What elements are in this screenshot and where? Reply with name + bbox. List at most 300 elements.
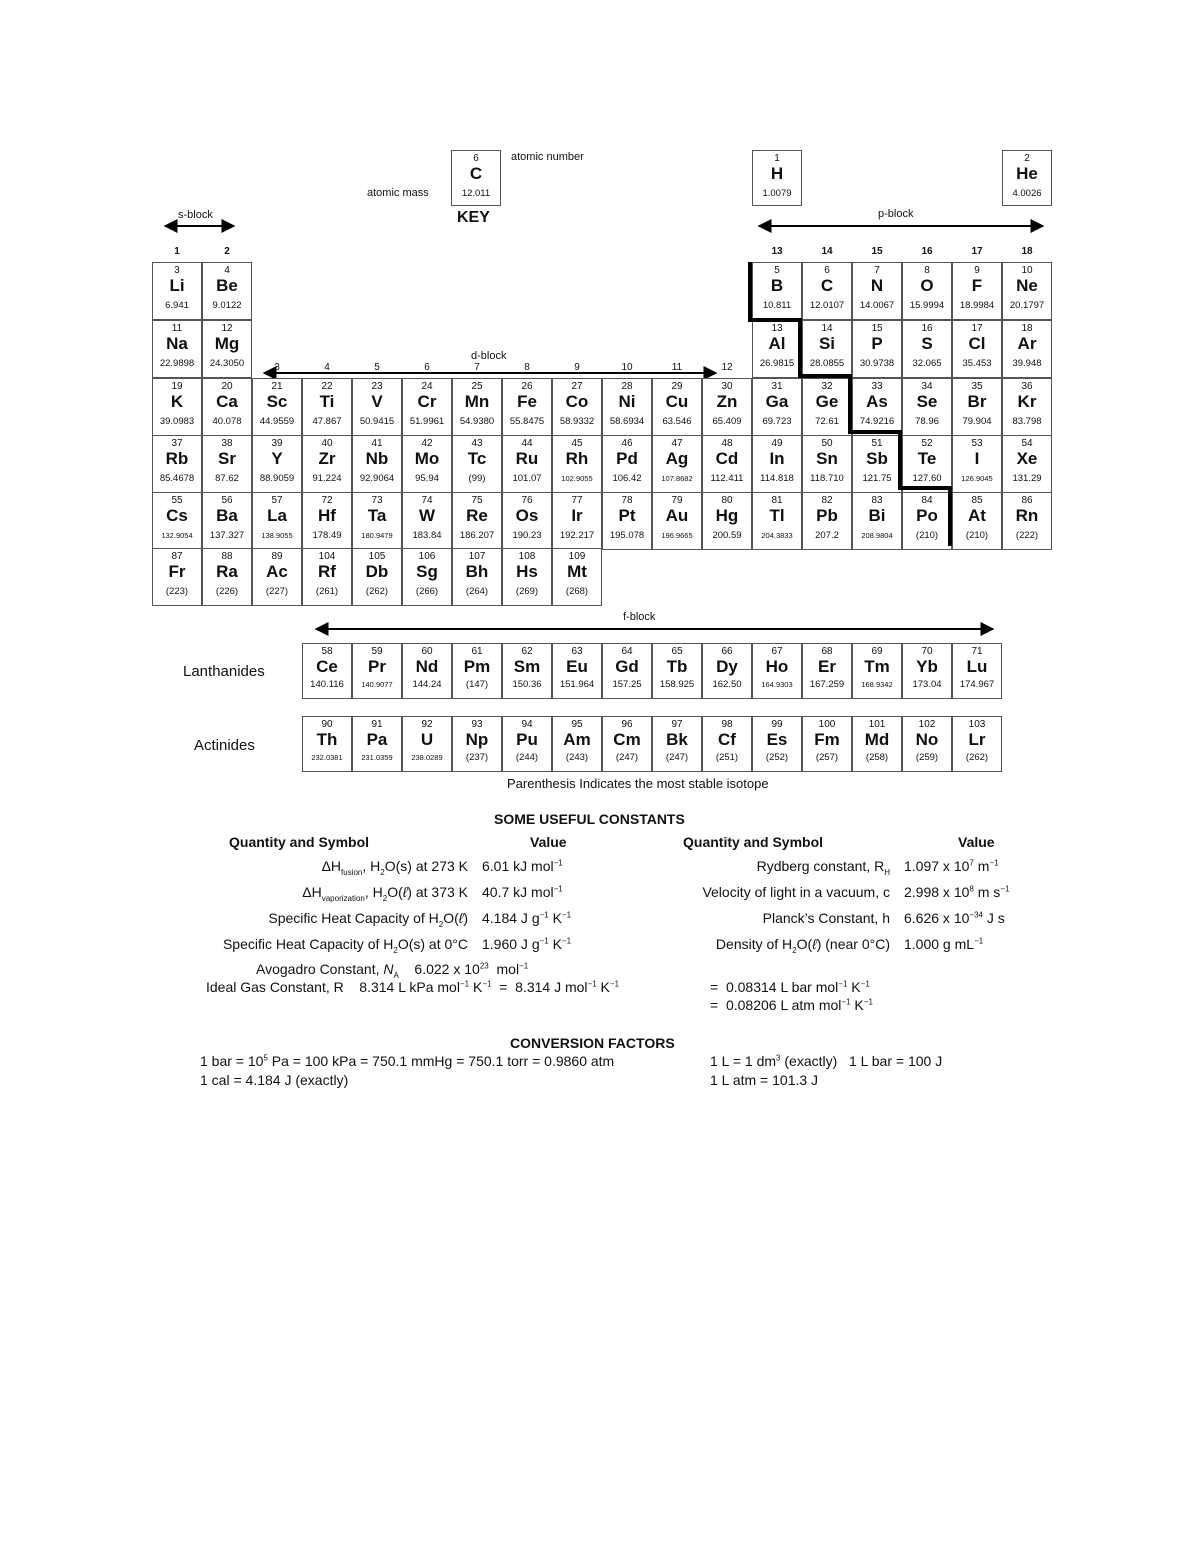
- element-atomic-mass: 1.0079: [762, 188, 792, 199]
- element-cm: [602, 716, 652, 772]
- element-atomic-number: 53: [971, 438, 983, 449]
- element-atomic-mass: 186.207: [459, 530, 495, 541]
- element-symbol: V: [371, 392, 383, 411]
- element-symbol: Mg: [214, 334, 240, 353]
- element-ag: [652, 435, 702, 493]
- element-atomic-number: 49: [771, 438, 783, 449]
- element-symbol: Nd: [415, 657, 439, 676]
- element-atomic-mass: 102.9055: [561, 474, 593, 483]
- element-atomic-number: 103: [968, 719, 986, 730]
- element-atomic-mass: (237): [465, 752, 489, 763]
- element-atomic-number: 30: [721, 381, 733, 392]
- element-symbol: Re: [466, 506, 488, 525]
- element-atomic-mass: (210): [915, 530, 939, 541]
- element-symbol: Zn: [716, 392, 738, 411]
- d-block-label: d-block: [471, 350, 507, 362]
- element-symbol: Lu: [966, 657, 988, 676]
- element-atomic-number: 69: [871, 646, 883, 657]
- element-atomic-number: 57: [271, 495, 283, 506]
- element-symbol: Tm: [864, 657, 890, 676]
- element-symbol: Pr: [368, 657, 386, 676]
- element-eu: [552, 643, 602, 699]
- element-symbol: Lr: [968, 730, 986, 749]
- element-symbol: Sc: [266, 392, 288, 411]
- element-atomic-number: 106: [418, 551, 436, 562]
- element-atomic-number: 82: [821, 495, 833, 506]
- element-atomic-mass: 231.0359: [361, 753, 393, 762]
- element-atomic-mass: (226): [215, 586, 239, 597]
- element-symbol: Np: [465, 730, 489, 749]
- element-atomic-mass: (262): [965, 752, 989, 763]
- element-i: [952, 435, 1002, 493]
- element-symbol: Mo: [414, 449, 440, 468]
- element-symbol: Gd: [615, 657, 639, 676]
- element-ce: [302, 643, 352, 699]
- element-atomic-number: 33: [871, 381, 883, 392]
- element-atomic-mass: 30.9738: [859, 358, 895, 369]
- element-symbol: W: [418, 506, 436, 525]
- element-ge: [802, 378, 852, 436]
- element-symbol: Dy: [716, 657, 738, 676]
- element-atomic-mass: 74.9216: [859, 416, 895, 427]
- element-atomic-mass: 232.0381: [311, 753, 343, 762]
- element-sg: [402, 548, 452, 606]
- element-atomic-number: 43: [471, 438, 483, 449]
- element-sc: [252, 378, 302, 436]
- element-k: [152, 378, 202, 436]
- element-atomic-number: 65: [671, 646, 683, 657]
- element-atomic-mass: 10.811: [762, 300, 792, 311]
- element-atomic-number: 17: [971, 323, 983, 334]
- element-atomic-number: 11: [171, 323, 183, 334]
- element-th: [302, 716, 352, 772]
- element-atomic-number: 87: [171, 551, 183, 562]
- element-atomic-mass: 24.3050: [209, 358, 245, 369]
- element-symbol: Sm: [513, 657, 541, 676]
- element-atomic-mass: 138.9055: [261, 531, 293, 540]
- element-atomic-mass: 183.84: [412, 530, 442, 541]
- element-symbol: Fr: [168, 562, 186, 581]
- element-atomic-mass: 40.078: [212, 416, 242, 427]
- element-atomic-number: 67: [771, 646, 783, 657]
- element-atomic-mass: (269): [515, 586, 539, 597]
- element-atomic-mass: 87.62: [215, 473, 239, 484]
- element-atomic-number: 24: [421, 381, 433, 392]
- element-at: [952, 492, 1002, 550]
- element-symbol: La: [267, 506, 287, 525]
- element-atomic-number: 1: [774, 153, 780, 164]
- element-atomic-number: 3: [174, 265, 180, 276]
- element-symbol: O: [920, 276, 934, 295]
- key-atomic-number-label: atomic number: [511, 151, 584, 163]
- element-hs: [502, 548, 552, 606]
- element-symbol: Au: [665, 506, 689, 525]
- element-symbol: Cs: [166, 506, 188, 525]
- right-value-header: Value: [958, 834, 995, 850]
- element-symbol: Cr: [417, 392, 437, 411]
- element-atomic-number: 12: [221, 323, 233, 334]
- element-symbol: Sr: [218, 449, 236, 468]
- element-np: [452, 716, 502, 772]
- element-symbol: B: [770, 276, 784, 295]
- element-symbol: Hs: [516, 562, 538, 581]
- group-number: 17: [971, 246, 983, 257]
- element-u: [402, 716, 452, 772]
- element-xe: [1002, 435, 1052, 493]
- element-atomic-mass: (247): [665, 752, 689, 763]
- element-symbol: C: [820, 276, 834, 295]
- f-block-label: f-block: [623, 611, 656, 623]
- element-ir: [552, 492, 602, 550]
- element-atomic-number: 72: [321, 495, 333, 506]
- element-dy: [702, 643, 752, 699]
- element-atomic-mass: 144.24: [412, 679, 442, 690]
- element-ga: [752, 378, 802, 436]
- element-symbol: Er: [818, 657, 836, 676]
- conversion-line-1: 1 bar = $10^5$ Pa = 100 kPa = 750.1 mmHg = 750.1 torr = 0.9860 atm: [200, 1053, 615, 1069]
- constant-quantity: Planck’s Constant, h: [762, 910, 890, 926]
- element-atomic-number: 88: [221, 551, 233, 562]
- element-symbol: Pb: [816, 506, 838, 525]
- element-symbol: Ce: [316, 657, 338, 676]
- element-hg: [702, 492, 752, 550]
- element-symbol: Pu: [516, 730, 538, 749]
- element-atomic-number: 60: [421, 646, 433, 657]
- element-atomic-number: 90: [321, 719, 333, 730]
- element-atomic-mass: (147): [465, 679, 489, 690]
- conversion-line-4: 1 L atm = 101.3 J: [710, 1072, 819, 1088]
- element-te: [902, 435, 952, 493]
- element-atomic-mass: 54.9380: [459, 416, 495, 427]
- element-atomic-mass: 126.9045: [961, 474, 993, 483]
- element-atomic-mass: 50.9415: [359, 416, 395, 427]
- element-symbol: Cm: [613, 730, 641, 749]
- element-symbol: Pd: [616, 449, 638, 468]
- element-er: [802, 643, 852, 699]
- element-atomic-number: 8: [924, 265, 930, 276]
- element-symbol: U: [420, 730, 434, 749]
- element-as: [852, 378, 902, 436]
- element-symbol: Rf: [318, 562, 336, 581]
- element-atomic-mass: 195.078: [609, 530, 645, 541]
- element-atomic-number: 63: [571, 646, 583, 657]
- element-tl: [752, 492, 802, 550]
- element-atomic-number: 35: [971, 381, 983, 392]
- right-quantity-header: Quantity and Symbol: [683, 834, 824, 850]
- element-c: [802, 262, 852, 320]
- element-atomic-number: 74: [421, 495, 433, 506]
- element-atomic-mass: 6.941: [165, 300, 189, 311]
- element-symbol: Yb: [916, 657, 938, 676]
- group-number: 9: [574, 362, 580, 373]
- element-symbol: Kr: [1017, 392, 1037, 411]
- element-md: [852, 716, 902, 772]
- element-atomic-mass: 58.9332: [559, 416, 595, 427]
- element-zn: [702, 378, 752, 436]
- element-atomic-number: 107: [468, 551, 486, 562]
- element-symbol: Se: [916, 392, 938, 411]
- element-bk: [652, 716, 702, 772]
- element-atomic-mass: (210): [965, 530, 989, 541]
- element-atomic-mass: (264): [465, 586, 489, 597]
- element-ni: [602, 378, 652, 436]
- element-atomic-number: 95: [571, 719, 583, 730]
- element-zr: [302, 435, 352, 493]
- element-atomic-mass: 137.327: [209, 530, 245, 541]
- avogadro-constant: Avogadro Constant, $N_A$ 6.022 x $10^{23}$ mol$^{-1}$: [256, 961, 529, 980]
- constant-quantity: Specific Heat Capacity of $H_2O(\ell)$: [268, 910, 468, 929]
- element-atomic-number: 18: [1021, 323, 1033, 334]
- element-sr: [202, 435, 252, 493]
- element-atomic-mass: 32.065: [912, 358, 942, 369]
- element-o: [902, 262, 952, 320]
- element-symbol: Ir: [571, 506, 583, 525]
- element-atomic-number: 97: [671, 719, 683, 730]
- element-ar: [1002, 320, 1052, 378]
- element-symbol: Ar: [1017, 334, 1037, 353]
- constant-quantity: Specific Heat Capacity of $H_2O(s)$ at 0°C: [222, 936, 468, 955]
- element-atomic-number: 48: [721, 438, 733, 449]
- group-number: 3: [274, 362, 280, 373]
- element-atomic-number: 94: [521, 719, 533, 730]
- element-symbol: S: [921, 334, 933, 353]
- element-atomic-number: 52: [921, 438, 933, 449]
- element-li: [152, 262, 202, 320]
- element-atomic-mass: 140.116: [310, 679, 344, 690]
- element-atomic-number: 13: [771, 323, 783, 334]
- element-atomic-mass: 167.259: [809, 679, 845, 690]
- element-symbol: As: [866, 392, 888, 411]
- element-cd: [702, 435, 752, 493]
- element-atomic-number: 93: [471, 719, 483, 730]
- group-number: 13: [771, 246, 783, 257]
- element-si: [802, 320, 852, 378]
- element-symbol: Cf: [718, 730, 736, 749]
- element-atomic-mass: (244): [515, 752, 539, 763]
- element-atomic-number: 70: [921, 646, 933, 657]
- element-sm: [502, 643, 552, 699]
- group-number: 16: [921, 246, 933, 257]
- element-symbol: Tc: [467, 449, 487, 468]
- element-fe: [502, 378, 552, 436]
- element-atomic-number: 5: [774, 265, 780, 276]
- constant-value: 1.960 J $g^{-1}$ $K^{-1}$: [482, 936, 572, 952]
- element-atomic-mass: 106.42: [612, 473, 642, 484]
- element-pb: [802, 492, 852, 550]
- element-atomic-mass: (243): [565, 752, 589, 763]
- constant-quantity: $\Delta H_{fusion}$, $H_2O(s)$ at 273 K: [321, 858, 468, 877]
- element-symbol: Ra: [216, 562, 238, 581]
- element-al: [752, 320, 802, 378]
- element-symbol: Sn: [816, 449, 838, 468]
- element-symbol: Po: [916, 506, 938, 525]
- element-atomic-mass: 91.224: [312, 473, 342, 484]
- constant-value: 1.097 x $10^7$ $m^{-1}$: [904, 858, 999, 874]
- element-fm: [802, 716, 852, 772]
- element-atomic-mass: (268): [565, 586, 589, 597]
- conversion-line-2: 1 cal = 4.184 J (exactly): [200, 1072, 349, 1088]
- element-atomic-mass: 12.0107: [809, 300, 845, 311]
- element-s: [902, 320, 952, 378]
- element-atomic-number: 9: [974, 265, 980, 276]
- element-symbol: Rn: [1015, 506, 1039, 525]
- element-atomic-number: 32: [821, 381, 833, 392]
- element-atomic-mass: 79.904: [962, 416, 992, 427]
- element-symbol: Fe: [517, 392, 537, 411]
- element-symbol: Ni: [618, 392, 636, 411]
- key-atomic-mass: 12.011: [461, 188, 491, 199]
- element-symbol: Ru: [515, 449, 539, 468]
- element-in: [752, 435, 802, 493]
- element-atomic-mass: 196.9665: [661, 531, 693, 540]
- element-symbol: Te: [917, 449, 937, 468]
- element-kr: [1002, 378, 1052, 436]
- element-symbol: Tl: [769, 506, 785, 525]
- element-symbol: Be: [216, 276, 238, 295]
- element-atomic-mass: 44.9559: [259, 416, 295, 427]
- constant-value: 4.184 J $g^{-1}$ $K^{-1}$: [482, 910, 572, 926]
- element-symbol: N: [870, 276, 884, 295]
- element-atomic-mass: 39.948: [1012, 358, 1042, 369]
- element-atomic-mass: 200.59: [712, 530, 742, 541]
- element-atomic-mass: 92.9064: [359, 473, 395, 484]
- element-atomic-number: 54: [1021, 438, 1033, 449]
- element-atomic-mass: 150.36: [512, 679, 542, 690]
- element-symbol: Am: [563, 730, 591, 749]
- element-atomic-number: 21: [271, 381, 283, 392]
- element-ca: [202, 378, 252, 436]
- element-hf: [302, 492, 352, 550]
- element-atomic-number: 46: [621, 438, 633, 449]
- element-pa: [352, 716, 402, 772]
- element-atomic-number: 56: [221, 495, 233, 506]
- key-symbol: C: [469, 164, 483, 183]
- element-cr: [402, 378, 452, 436]
- element-atomic-mass: 72.61: [815, 416, 839, 427]
- element-atomic-number: 15: [871, 323, 883, 334]
- element-cf: [702, 716, 752, 772]
- element-atomic-number: 10: [1021, 265, 1033, 276]
- gas-constant-line2: = 0.08314 L bar mol$^{-1}$ $K^{-1}$: [710, 979, 870, 995]
- element-nb: [352, 435, 402, 493]
- element-symbol: Mn: [464, 392, 490, 411]
- element-symbol: I: [974, 449, 980, 468]
- constant-value: 2.998 x $10^8$ m $s^{-1}$: [904, 884, 1010, 900]
- element-atomic-mass: 208.9804: [861, 531, 893, 540]
- group-number: 6: [424, 362, 430, 373]
- element-atomic-number: 80: [721, 495, 733, 506]
- constant-value: 40.7 kJ mol$^{-1}$: [482, 884, 563, 900]
- element-atomic-mass: 140.9077: [361, 680, 393, 689]
- element-atomic-mass: (261): [315, 586, 339, 597]
- element-symbol: Ne: [1016, 276, 1038, 295]
- element-atomic-mass: 162.50: [712, 679, 742, 690]
- element-atomic-mass: 178.49: [312, 530, 342, 541]
- element-atomic-number: 79: [671, 495, 683, 506]
- element-atomic-mass: 151.964: [559, 679, 595, 690]
- gas-constant-line1: Ideal Gas Constant, R 8.314 L kPa mol$^{-1}$ $K^{-1} = 8.314$ J mol$^{-1}$ $K^{-1}$: [206, 979, 620, 995]
- element-atomic-number: 26: [521, 381, 533, 392]
- element-symbol: K: [170, 392, 184, 411]
- element-symbol: Pt: [618, 506, 636, 525]
- element-re: [452, 492, 502, 550]
- element-co: [552, 378, 602, 436]
- element-atomic-mass: (262): [365, 586, 389, 597]
- constant-value: 6.01 kJ mol$^{-1}$: [482, 858, 563, 874]
- element-pr: [352, 643, 402, 699]
- element-atomic-number: 29: [671, 381, 683, 392]
- element-symbol: Ac: [266, 562, 288, 581]
- element-symbol: Bi: [868, 506, 886, 525]
- element-ne: [1002, 262, 1052, 320]
- element-atomic-mass: 15.9994: [909, 300, 945, 311]
- element-ta: [352, 492, 402, 550]
- element-atomic-mass: 95.94: [415, 473, 439, 484]
- element-atomic-number: 84: [921, 495, 933, 506]
- element-symbol: At: [968, 506, 986, 525]
- element-symbol: Md: [864, 730, 890, 749]
- element-atomic-mass: 88.9059: [259, 473, 295, 484]
- element-symbol: Cu: [665, 392, 689, 411]
- element-mn: [452, 378, 502, 436]
- element-atomic-mass: 192.217: [559, 530, 595, 541]
- element-atomic-mass: 180.9479: [361, 531, 393, 540]
- left-quantity-header: Quantity and Symbol: [229, 834, 370, 850]
- element-v: [352, 378, 402, 436]
- element-symbol: Db: [365, 562, 389, 581]
- element-w: [402, 492, 452, 550]
- constant-quantity: Velocity of light in a vacuum, c: [702, 884, 890, 900]
- element-au: [652, 492, 702, 550]
- element-atomic-mass: 127.60: [912, 473, 942, 484]
- element-ac: [252, 548, 302, 606]
- element-atomic-mass: 83.798: [1012, 416, 1042, 427]
- group-number: 4: [324, 362, 330, 373]
- element-symbol: Th: [316, 730, 338, 749]
- element-atomic-number: 14: [821, 323, 833, 334]
- group-number: 18: [1021, 246, 1033, 257]
- element-symbol: Ga: [765, 392, 789, 411]
- element-atomic-number: 31: [771, 381, 783, 392]
- element-atomic-number: 38: [221, 438, 233, 449]
- element-ba: [202, 492, 252, 550]
- element-atomic-number: 20: [221, 381, 233, 392]
- element-atomic-number: 102: [918, 719, 936, 730]
- group-number: 7: [474, 362, 480, 373]
- element-atomic-mass: 112.411: [710, 473, 744, 484]
- element-atomic-mass: 190.23: [512, 530, 542, 541]
- element-symbol: Os: [515, 506, 539, 525]
- element-la: [252, 492, 302, 550]
- group-number: 8: [524, 362, 530, 373]
- element-symbol: Ca: [216, 392, 238, 411]
- element-cu: [652, 378, 702, 436]
- element-atomic-mass: (266): [415, 586, 439, 597]
- element-atomic-mass: 131.29: [1012, 473, 1042, 484]
- element-pm: [452, 643, 502, 699]
- element-sb: [852, 435, 902, 493]
- element-atomic-mass: 85.4678: [159, 473, 195, 484]
- element-atomic-number: 2: [1024, 153, 1030, 164]
- element-symbol: Pm: [463, 657, 491, 676]
- element-atomic-number: 73: [371, 495, 383, 506]
- element-tc: [452, 435, 502, 493]
- element-atomic-mass: 47.867: [312, 416, 342, 427]
- element-atomic-mass: 35.453: [962, 358, 992, 369]
- element-symbol: Eu: [566, 657, 588, 676]
- element-atomic-mass: (259): [915, 752, 939, 763]
- element-atomic-number: 45: [571, 438, 583, 449]
